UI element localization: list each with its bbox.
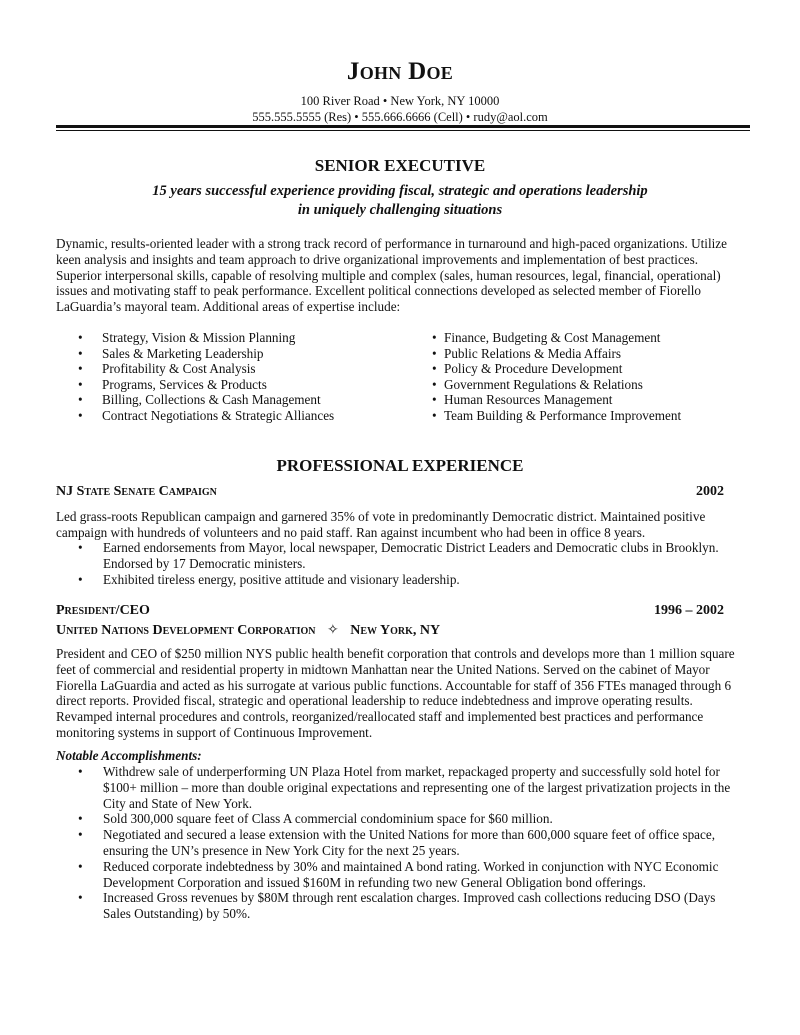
bullet-icon: • xyxy=(78,571,83,587)
expertise-list-left xyxy=(56,330,386,424)
job2-accomplishments xyxy=(56,764,740,922)
bullet-icon: • xyxy=(78,392,83,408)
candidate-name: John Doe xyxy=(346,58,454,85)
header-divider-thick xyxy=(56,125,750,128)
list-item: • Profitability & Cost Analysis xyxy=(78,361,256,377)
bullet-icon: • xyxy=(432,376,437,392)
diamond-star-icon: ✧ xyxy=(327,622,339,638)
address-line: 100 River Road • New York, NY 10000 xyxy=(300,94,500,108)
bullet-icon: • xyxy=(78,407,83,423)
job2-organization: United Nations Development Corporation xyxy=(56,623,316,638)
list-item: • Exhibited tireless energy, positive attitude and visionary leadership. xyxy=(78,571,460,587)
bullet-icon: • xyxy=(78,890,83,906)
list-item: • Finance, Budgeting & Cost Management xyxy=(432,330,661,345)
list-item: • Strategy, Vision & Mission Planning xyxy=(78,330,296,345)
bullet-icon: • xyxy=(432,330,437,345)
job2-org-line xyxy=(56,622,724,639)
job2-description: President and CEO of $250 million NYS public health benefit corporation that controls and develops more than 1 million square feet of commercial and residential property in midtown Manhattan near the United Nations. Served on the cabinet of Mayor Fiorella LaGuardia and acted as his surrogate at various public functions. Accountable for staff of 356 FTEs managed through 6 direct reports. Provided fiscal, strategic and operational leadership to reduce indebtedness and improve operating results. Revamped internal procedures and controls, reorganized/reallocated staff and implemented best practices and performance monitoring systems in support of Continuous Improvement. xyxy=(56,646,735,740)
bullet-icon: • xyxy=(432,392,437,408)
list-item: • Reduced corporate indebtedness by 30% and maintained A bond rating. Worked in conjunction with NYC Economic Development Corporation and issued $160M in refunding two new General Obligation bond offerings. xyxy=(78,858,719,890)
job1-bullets xyxy=(56,540,740,587)
list-item: • Billing, Collections & Cash Management xyxy=(78,392,321,408)
list-item: • Contract Negotiations & Strategic Alliances xyxy=(78,407,335,423)
job2-years: 1996 – 2002 xyxy=(654,603,724,618)
list-item: • Policy & Procedure Development xyxy=(432,361,623,377)
bullet-icon: • xyxy=(78,376,83,392)
bullet-icon: • xyxy=(432,361,437,377)
bullet-icon: • xyxy=(78,764,83,779)
bullet-icon: • xyxy=(78,811,83,827)
job2-header xyxy=(56,603,724,619)
bullet-icon: • xyxy=(78,827,83,843)
tagline-line-2: in uniquely challenging situations xyxy=(297,202,503,218)
bullet-icon: • xyxy=(78,858,83,874)
bullet-icon: • xyxy=(78,330,83,345)
bullet-icon: • xyxy=(78,345,83,361)
bullet-icon: • xyxy=(432,407,437,423)
list-item: • Programs, Services & Products xyxy=(78,376,267,392)
list-item: • Team Building & Performance Improvement xyxy=(432,407,682,423)
job2-location: New York, NY xyxy=(350,623,441,638)
list-item: • Public Relations & Media Affairs xyxy=(432,345,622,361)
tagline-line-1: 15 years successful experience providing fiscal, strategic and operations leadership xyxy=(152,183,648,199)
list-item: • Human Resources Management xyxy=(432,392,613,408)
bullet-icon: • xyxy=(78,361,83,377)
expertise-list-right xyxy=(432,330,752,424)
bullet-icon: • xyxy=(432,345,437,361)
job2-role: President/CEO xyxy=(56,603,150,618)
list-item: • Withdrew sale of underperforming UN Plaza Hotel from market, repackaged property and successfully sold hotel for $100+ million – more than double original expectations and representing one of the largest privatization projects in the City and State of New York. xyxy=(78,764,731,811)
list-item: • Increased Gross revenues by $80M through rent escalation charges. Improved cash collections reducing DSO (Days Sales Outstanding) by 50%. xyxy=(78,890,716,922)
header-divider-thin xyxy=(56,130,750,131)
job1-years: 2002 xyxy=(696,484,724,499)
contact-line: 555.555.5555 (Res) • 555.666.6666 (Cell) • rudy@aol.com xyxy=(252,110,548,124)
list-item: • Sold 300,000 square feet of Class A commercial condominium space for $60 million. xyxy=(78,811,553,827)
bullet-icon: • xyxy=(78,540,83,555)
job1-organization: NJ State Senate Campaign xyxy=(56,484,217,499)
notable-accomplishments-label: Notable Accomplishments: xyxy=(56,748,202,763)
job1-description: Led grass-roots Republican campaign and garnered 35% of vote in predominantly Democratic district. Maintained positive campaign with hundreds of volunteers and no paid staff. Ran against incumbent who had been in office 8 years. xyxy=(56,509,706,540)
list-item: • Government Regulations & Relations xyxy=(432,376,643,392)
list-item: • Earned endorsements from Mayor, local newspaper, Democratic District Leaders and Democratic clubs in Brooklyn. Endorsed by 17 Democratic ministers. xyxy=(78,540,719,571)
list-item: • Negotiated and secured a lease extension with the United Nations for more than 600,000 square feet of office space, ensuring the UN’s presence in New York City for the next 25 years. xyxy=(78,827,716,858)
summary-title: SENIOR EXECUTIVE xyxy=(314,156,486,175)
experience-title: PROFESSIONAL EXPERIENCE xyxy=(276,456,524,475)
summary-paragraph: Dynamic, results-oriented leader with a strong track record of performance in turnaround and high-paced organizations. Utilize keen analysis and insights and team approach to drive organizational improvements and implementation of best practices. Superior interpersonal skills, capable of resolving multiple and complex (sales, human resources, legal, financial, operational) issues and motivating staff to peak performance. Excellent political connections developed as selected member of Fiorello LaGuardia’s mayoral team. Additional areas of expertise include: xyxy=(56,236,727,315)
job1-header xyxy=(56,484,724,500)
list-item: • Sales & Marketing Leadership xyxy=(78,345,264,361)
